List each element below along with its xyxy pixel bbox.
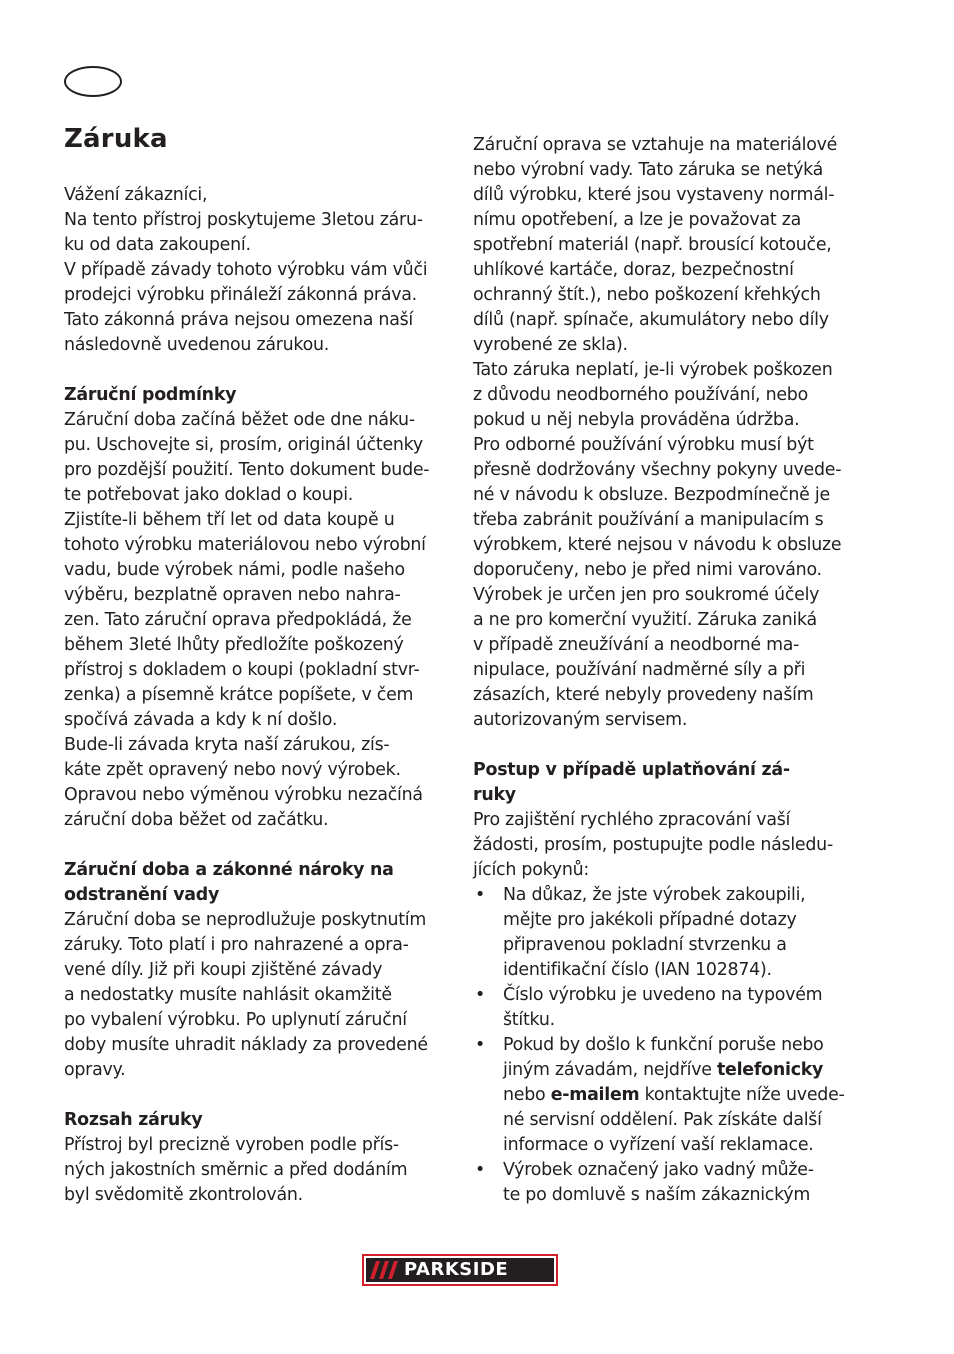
list-item: • Výrobek označený jako vadný může- te po domluvě s naším zákaznickým xyxy=(473,1158,873,1208)
list-item: • Pokud by došlo k funkční poruše nebo jiným závadám, nejdříve telefonicky nebo e-mailem kontaktujte níže uvede- né servisní oddělení. Pak získáte další informace o vyřízení vaší reklamace. xyxy=(473,1033,873,1158)
right-column xyxy=(473,133,873,1208)
email-emphasis: e-mailem xyxy=(550,1085,640,1105)
language-badge xyxy=(64,66,122,97)
warranty-scope-text: Přístroj byl precizně vyroben podle přís- ných jakostních směrnic a před dodáním byl svědomitě zkontrolován. xyxy=(64,1135,408,1205)
page-title: Záruka xyxy=(64,124,168,154)
warranty-period-text: Záruční doba se neprodlužuje poskytnutím záruky. Toto platí i pro nahrazené a opra- vené díly. Již při koupi zjištěné závady a nedostatky musíte nahlásit okamžitě po vybalení výrobku. Po uplynutí záruční doby musíte uhradit náklady za provedené opravy. xyxy=(64,910,428,1080)
logo-slashes-icon xyxy=(366,1258,404,1282)
intro-text: Vážení zákazníci, Na tento přístroj poskytujeme 3letou záru- ku od data zakoupení. V případě závady tohoto výrobku vám vůči prodejci výrobku přináleží zákonná práva. Tato zákonná práva nejsou omezena naší následovně uvedenou zárukou. xyxy=(64,185,428,355)
warranty-conditions-text: Záruční doba začíná běžet ode dne náku- pu. Uschovejte si, prosím, originál účtenky pro pozdější použití. Tento dokument bude- te potřebovat jako doklad o koupi. Zjistíte-li během tří let od data koupě u tohoto výrobku materiálovou nebo výrobní vadu, bude výrobek námi, podle našeho výběru, bezplatně opraven nebo nahra- zen. Tato záruční oprava předpokládá, že během 3leté lhůty předložíte poškozený přístroj s dokladem o koupi (pokladní stvr- zenka) a písemně krátce popíšete, v čem spočívá závada a kdy k ní došlo. Bude-li závada kryta naší zárukou, zís- káte zpět opravený nebo nový výrobek. Opravou nebo výměnou výrobku nezačíná záruční doba běžet od začátku. xyxy=(64,410,430,830)
phone-emphasis: telefonicky xyxy=(716,1060,824,1080)
claim-steps-list xyxy=(473,883,873,1208)
list-item: • Na důkaz, že jste výrobek zakoupili, mějte pro jakékoli případné dotazy připravenou pokladní stvrzenku a identifikační číslo (IAN 102874). xyxy=(473,883,873,983)
left-column xyxy=(64,183,464,1208)
claim-procedure-text: Pro zajištění rychlého zpracování vaší žádosti, prosím, postupujte podle následu- jících pokynů: xyxy=(473,810,833,880)
heading-warranty-period: Záruční doba a zákonné nároky na odstranění vady xyxy=(64,860,394,905)
heading-claim-procedure: Postup v případě uplatňování zá- ruky xyxy=(473,760,790,805)
warranty-scope-continued: Záruční oprava se vztahuje na materiálové nebo výrobní vady. Tato záruka se netýká dílů výrobku, které jsou vystaveny normál- nímu opotřebení, a lze je považovat za spotřební materiál (např. brousící kotouče, uhlíkové kartáče, doraz, bezpečnostní ochranný štít.), nebo poškození křehkých dílů (např. spínače, akumulátory nebo díly vyrobené ze skla). Tato záruka neplatí, je-li výrobek poškozen z důvodu neodborného používání, nebo pokud u něj nebyla prováděna údržba. Pro odborné používání výrobku musí být přesně dodržovány všechny pokyny uvede- né v návodu k obsluze. Bezpodmínečně je třeba zabránit používání a manipulacím s výrobkem, které nejsou v návodu k obsluze doporučeny, nebo je před nimi varováno. Výrobek je určen jen pro soukromé účely a ne pro komerční využití. Záruka zaniká v případě zneužívání a neodborné ma- nipulace, používání nadměrné síly a při zásazích, které nebyly provedeny naším autorizovaným servisem. xyxy=(473,135,842,730)
logo-text: PARKSIDE xyxy=(404,1259,509,1280)
heading-warranty-scope: Rozsah záruky xyxy=(64,1110,203,1130)
parkside-logo xyxy=(362,1254,558,1286)
heading-warranty-conditions: Záruční podmínky xyxy=(64,385,237,405)
list-item: • Číslo výrobku je uvedeno na typovém štítku. xyxy=(473,983,873,1033)
